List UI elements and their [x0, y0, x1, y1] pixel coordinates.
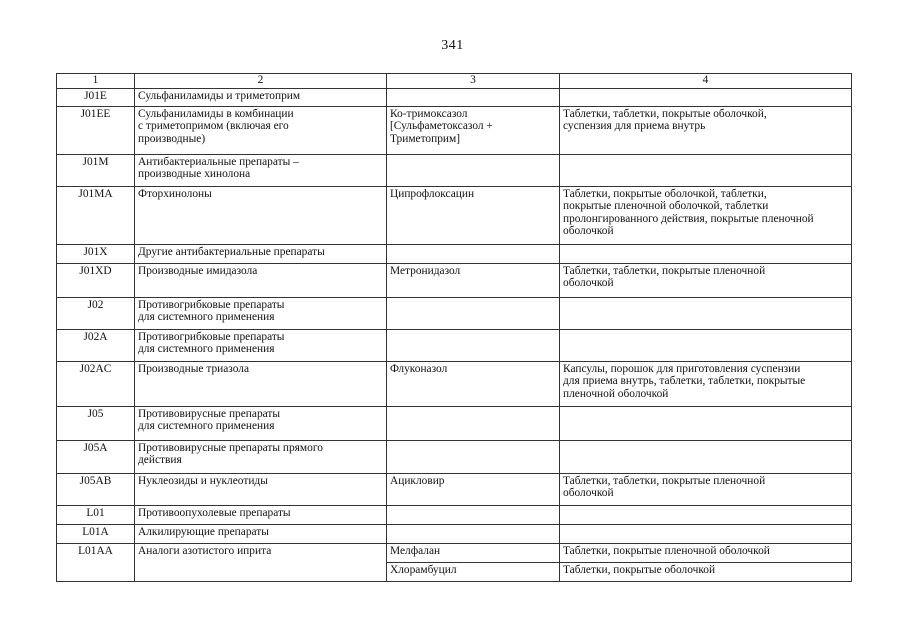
drug-table	[56, 73, 852, 582]
atc-code-cell: J05AB	[57, 474, 135, 506]
drug-cell: Ко-тримоксазол [Сульфаметоксазол + Триметоприм]	[387, 107, 560, 155]
group-cell: Алкилирующие препараты	[135, 525, 387, 544]
atc-code-cell: J01XD	[57, 264, 135, 298]
group-cell: Производные триазола	[135, 362, 387, 407]
table-row	[57, 298, 852, 330]
group-cell: Противовирусные препараты прямого действия	[135, 441, 387, 474]
drug-cell	[387, 155, 560, 187]
atc-code-cell: J01EE	[57, 107, 135, 155]
dosage-forms-cell	[560, 155, 852, 187]
dosage-forms-cell	[560, 441, 852, 474]
drug-cell	[387, 441, 560, 474]
drug-cell	[387, 298, 560, 330]
dosage-forms-cell: Таблетки, покрытые пленочной оболочкой	[560, 544, 852, 563]
group-cell: Производные имидазола	[135, 264, 387, 298]
group-cell: Фторхинолоны	[135, 187, 387, 245]
drug-cell	[387, 525, 560, 544]
drug-cell: Мелфалан	[387, 544, 560, 563]
atc-code-cell: L01	[57, 506, 135, 525]
atc-code-cell: J01X	[57, 245, 135, 264]
drug-cell: Ацикловир	[387, 474, 560, 506]
table-row	[57, 264, 852, 298]
drug-cell: Метронидазол	[387, 264, 560, 298]
column-header-drug: 3	[387, 74, 560, 89]
atc-code-cell: J02A	[57, 330, 135, 362]
table-row	[57, 474, 852, 506]
table-row	[57, 107, 852, 155]
group-cell: Антибактериальные препараты – производные хинолона	[135, 155, 387, 187]
table-row	[57, 506, 852, 525]
column-header-code: 1	[57, 74, 135, 89]
atc-code-cell: J01MA	[57, 187, 135, 245]
atc-code-cell: J02AC	[57, 362, 135, 407]
atc-code-cell: L01A	[57, 525, 135, 544]
drug-cell: Ципрофлоксацин	[387, 187, 560, 245]
drug-cell: Хлорамбуцил	[387, 563, 560, 582]
atc-code-cell: J01M	[57, 155, 135, 187]
table-row	[57, 407, 852, 441]
table-row	[57, 525, 852, 544]
dosage-forms-cell: Таблетки, покрытые оболочкой	[560, 563, 852, 582]
group-cell: Противоопухолевые препараты	[135, 506, 387, 525]
drug-cell	[387, 245, 560, 264]
group-cell: Противогрибковые препараты для системного применения	[135, 330, 387, 362]
drug-cell	[387, 330, 560, 362]
group-cell: Сульфаниламиды в комбинации с триметопримом (включая его производные)	[135, 107, 387, 155]
drug-cell	[387, 89, 560, 107]
table-row	[57, 330, 852, 362]
atc-code-cell: J02	[57, 298, 135, 330]
atc-code-cell: J05	[57, 407, 135, 441]
dosage-forms-cell	[560, 407, 852, 441]
dosage-forms-cell	[560, 245, 852, 264]
drug-cell: Флуконазол	[387, 362, 560, 407]
atc-code-cell: J01E	[57, 89, 135, 107]
column-header-dosage-forms: 4	[560, 74, 852, 89]
table-row	[57, 245, 852, 264]
group-cell: Противовирусные препараты для системного применения	[135, 407, 387, 441]
dosage-forms-cell	[560, 89, 852, 107]
dosage-forms-cell: Таблетки, таблетки, покрытые пленочной оболочкой	[560, 264, 852, 298]
column-header-group: 2	[135, 74, 387, 89]
table-row	[57, 544, 852, 563]
group-cell: Противогрибковые препараты для системного применения	[135, 298, 387, 330]
group-cell: Сульфаниламиды и триметоприм	[135, 89, 387, 107]
page-number: 341	[441, 38, 464, 53]
table-row	[57, 89, 852, 107]
group-cell: Нуклеозиды и нуклеотиды	[135, 474, 387, 506]
dosage-forms-cell	[560, 330, 852, 362]
dosage-forms-cell	[560, 525, 852, 544]
table-row	[57, 155, 852, 187]
atc-code-cell: L01AA	[57, 544, 135, 582]
table-row	[57, 362, 852, 407]
dosage-forms-cell	[560, 506, 852, 525]
dosage-forms-cell: Таблетки, покрытые оболочкой, таблетки, покрытые пленочной оболочкой, таблетки пролонгированного действия, покрытые пленочной оболочкой	[560, 187, 852, 245]
group-cell: Другие антибактериальные препараты	[135, 245, 387, 264]
dosage-forms-cell: Таблетки, таблетки, покрытые оболочкой, суспензия для приема внутрь	[560, 107, 852, 155]
table-header-row	[57, 74, 852, 89]
dosage-forms-cell	[560, 298, 852, 330]
drug-cell	[387, 407, 560, 441]
table-row	[57, 441, 852, 474]
drug-cell	[387, 506, 560, 525]
group-cell: Аналоги азотистого иприта	[135, 544, 387, 582]
dosage-forms-cell: Капсулы, порошок для приготовления суспензии для приема внутрь, таблетки, таблетки, покрытые пленочной оболочкой	[560, 362, 852, 407]
atc-code-cell: J05A	[57, 441, 135, 474]
table-row	[57, 187, 852, 245]
dosage-forms-cell: Таблетки, таблетки, покрытые пленочной оболочкой	[560, 474, 852, 506]
